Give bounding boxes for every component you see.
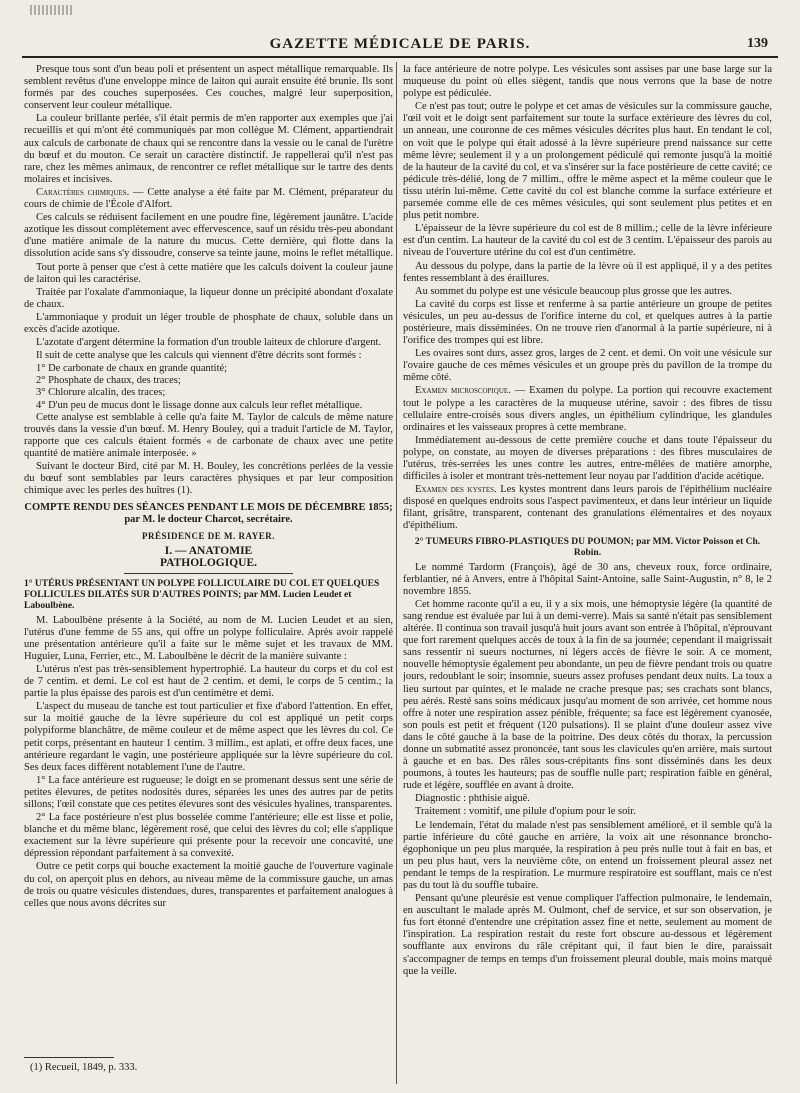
paragraph-text: Les kystes montrent dans leurs parois de l'épithélium nucléaire disposé en quelques endroits sous l'aspect pavimenteux, et dans leur intérieur un liquide filant, grisâtre, transparent, contenant des granulations élémentaires et des noyaux d'épithélium. [403, 484, 772, 532]
paragraph [403, 893, 772, 978]
paragraph [403, 562, 772, 598]
paragraph [24, 664, 393, 700]
paragraph-text: Les ovaires sont durs, assez gros, larges de 2 cent. et demi. On voit une vésicule sur l'ovaire gauche de ces mêmes vésicules et un groupe près du pavillon de la trompe du même côté. [403, 348, 772, 384]
paragraph-text: — Examen du polype. La portion qui recouvre exactement tout le polype a les caractères de la muqueuse utérine, savoir : des fibres de tissu cellulaire entre-croisés sous divers angles, un épithélium cylindrique, les glandules ordinaires et les vaisseaux propres à cette membrane. [403, 385, 772, 433]
paragraph-text: Le nommé Tardorm (François), âgé de 30 ans, cheveux roux, force ordinaire, ferblantier, né à Anvers, entre à l'hôpital Saint-Antoine, salle Saint-Augustin, n° 8, le 2 novembre 1855. [403, 561, 772, 597]
paragraph-text: L'utérus n'est pas très-sensiblement hypertrophié. La hauteur du corps et du col est de 7 centim. et demi. Le col est haut de 2 centim. et demi, le corps de 5 centim.; la partie la plus épaisse des parois est d'un centimètre et demi. [24, 663, 393, 700]
paragraph-text: Pensant qu'une pleurésie est venue compliquer l'affection pulmonaire, le lendemain, en auscultant le malade après M. Oulmont, chef de service, et sur son observation, je fus fort étonné d'entendre une crépitation assez fine et nette, seulement au moment de l'inspiration. La respiration restait du reste fort obscure au-dessous et légèrement soufflante aux environs du râle crépitant qui, il faut bien le dire, paraissait s'accompagner de temps en temps d'un froissement pleural double, mais moins marqué que la veille. [403, 893, 772, 977]
paragraph-text: Traitée par l'oxalate d'ammoniaque, la liqueur donne un précipité abondant d'oxalate de chaux. [24, 286, 393, 310]
paragraph [403, 348, 772, 384]
paragraph [24, 461, 393, 497]
paragraph [403, 435, 772, 483]
paragraph [24, 615, 393, 663]
page-number: 139 [747, 36, 768, 51]
paragraph-text: 1° De carbonate de chaux en grande quantité; [36, 363, 228, 375]
footnote: (1) Recueil, 1849, p. 333. [30, 1062, 138, 1073]
paragraph [24, 350, 393, 362]
paragraph-text: Ces calculs se réduisent facilement en une poudre fine, légèrement jaunâtre. L'acide azotique les dissout complétement avec effervescence, sauf un résidu très-peu abondant d'une matière animale de la nature du mucus. Cette dernière, qui flotte dans la dissolution acide sans s'y dissoudre, conserve sa teinte jaune, moins le reflet métallique. [24, 212, 393, 260]
paragraph-lead: Examen des kystes. [415, 484, 497, 496]
paragraph-text: Au dessous du polype, dans la partie de la lèvre où il est appliqué, il y a des petites fentes ressemblant à des éraillures. [403, 260, 772, 284]
paragraph [403, 286, 772, 298]
paragraph [24, 262, 393, 286]
paragraph-text: Presque tous sont d'un beau poli et présentent un aspect métallique remarquable. Ils semblent revêtus d'une enveloppe mince de laiton qui aurait ensuite été brunie. Ils sont formés par des couches superposées. Ces couches, malgré leur superposition, conservent leur couleur métallique. [24, 64, 393, 112]
paragraph [24, 337, 393, 349]
paragraph-text: La cavité du corps est lisse et renferme à sa partie antérieure un groupe de petites vésicules, un peu au-dessus de l'orifice interne du col, et quelques autres à la partie postérieure, mais disséminées. On ne trouve rien d'anormal à la partie supérieure, ni à l'orifice des trompes qui est libre. [403, 298, 772, 347]
paragraph [24, 412, 393, 460]
paragraph [403, 385, 772, 433]
paragraph-text: Immédiatement au-dessous de cette première couche et dans toute l'épaisseur du polype, on constate, au moyen de diverses préparations : des fibres musculaires de l'utérus, très-serrées les unes contre les autres, entre-mêlées de matière amorphe, difficiles à isoler et montrant très-nettement leur noyau par l'addition d'acide acétique. [403, 434, 772, 483]
paragraph [24, 812, 393, 860]
paragraph-text: la face antérieure de notre polype. Les vésicules sont assises par une base large sur la muqueuse du point où elles siègent, tandis que nous verrons que la base de notre polype est pédiculée. [403, 64, 772, 100]
paragraph-text: Traitement : vomitif, une pilule d'opium pour le soir. [415, 806, 636, 818]
paragraph [403, 64, 772, 100]
list-item [24, 375, 393, 387]
paragraph-text: La couleur brillante perlée, s'il était permis de m'en rapporter aux exemples que j'ai recueillis et qui m'ont été communiqués par mon collègue M. Clément, appartiendrait aux calculs de carbonate de chaux qui se rencontre dans la vessie ou le canal de l'urètre du bœuf et du mouton. Ce serait un caractère distinctif. Je rappellerai qu'il n'est pas rare, chez les mêmes animaux, de rencontrer ce reflet métallique sur le tartre des dents molaires et incisives. [24, 113, 393, 185]
paragraph [24, 775, 393, 811]
case-title [403, 537, 772, 559]
paragraph-text: L'aspect du museau de tanche est tout particulier et fixe d'abord l'attention. En effet, sur la moitié gauche de la lèvre supérieure du col est appliqué un petit corps polypiforme blanchâtre, de même couleur et de même aspect que les lèvres du col. Ce petit corps, présentant en hauteur 1 centim. 3 millim., est aplati, et offre deux faces, une antérieure regardant le vagin, une postérieure appliquée sur la lèvre supérieure du col. Ses deux faces diffèrent notablement l'une de l'autre. [24, 701, 393, 773]
subsection-heading [124, 545, 293, 573]
left-column [24, 64, 393, 1064]
presidency-heading [24, 530, 393, 542]
paragraph [24, 64, 393, 112]
list-item [24, 387, 393, 399]
paragraph [403, 101, 772, 222]
section-heading [24, 502, 393, 526]
paragraph-lead: Examen microscopique. [415, 385, 511, 397]
corner-ornament [30, 5, 74, 15]
paragraph-text: 1° UTÉRUS PRÉSENTANT UN POLYPE FOLLICULAIRE DU COL ET QUELQUES FOLLICULES DILATÉS SUR D'AUTRES POINTS; par MM. Lucien Leudet et Laboulbène. [24, 578, 380, 611]
paragraph-text: 2° TUMEURS FIBRO-PLASTIQUES DU POUMON; par MM. Victor Poisson et Ch. Robin. [414, 536, 761, 558]
paragraph-text: 3° Chlorure alcalin, des traces; [36, 387, 166, 399]
paragraph-text: Le lendemain, l'état du malade n'est pas sensiblement amélioré, et il semble qu'à la partie inférieure du côté gauche en arrière, la voix ait une résonnance broncho-égophonique un peu plus marquée, la respiration à peu près nulle tout à fait en bas, et un peu plus haut, vers la neuvième côte, on entend un froissement pleural assez net pendant le temps de la respiration. Le murmure respiratoire est soufflant, mais ce n'est pas du tout là du souffle tubaire. [403, 819, 772, 891]
paragraph-text: Cette analyse est semblable à celle qu'a faite M. Taylor de calculs de même nature trouvés dans la vessie d'un bœuf. M. Henry Bouley, qui a traduit l'article de M. Taylor, rapporte que ces calculs étaient formés « de carbonate de chaux avec une petite quantité de matière animale interposée. » [24, 411, 393, 459]
paragraph [403, 793, 772, 805]
paragraph [403, 820, 772, 893]
paragraph [24, 861, 393, 909]
paragraph-text: L'ammoniaque y produit un léger trouble de phosphate de chaux, soluble dans un excès d'acide azotique. [24, 311, 393, 335]
list-item [24, 363, 393, 375]
paragraph-text: — Cette analyse a été faite par M. Clément, préparateur du cours de chimie de l'École d'Alfort. [24, 186, 393, 211]
paragraph-text: Au sommet du polype est une vésicule beaucoup plus grosse que les autres. [415, 285, 732, 297]
paragraph-text: COMPTE RENDU DES SÉANCES PENDANT LE MOIS DE DÉCEMBRE 1855; par M. le docteur Charcot, secrétaire. [24, 502, 393, 526]
paragraph [24, 287, 393, 311]
paragraph-text: 2° Phosphate de chaux, des traces; [36, 375, 181, 387]
paragraph-text: I. — ANATOMIE PATHOLOGIQUE. [159, 545, 257, 570]
paragraph-text: PRÉSIDENCE DE M. RAYER. [142, 531, 275, 542]
paragraph [403, 223, 772, 259]
paragraph [24, 113, 393, 186]
paragraph-text: 4° D'un peu de mucus dont le lissage donne aux calculs leur reflet métallique. [36, 399, 363, 411]
journal-title: GAZETTE MÉDICALE DE PARIS. [269, 36, 531, 52]
paragraph-text: Outre ce petit corps qui bouche exactement la moitié gauche de l'ouverture vaginale du col, on aperçoit plus en dehors, au niveau même de la commissure gauche, un amas de trois ou quatre vésicules distendues, dures, transparentes et parfaitement analogues à celles que nous avons décrites sur [24, 861, 393, 909]
paragraph-lead: Caractères chimiques. [36, 186, 130, 198]
paragraph-text: Suivant le docteur Bird, cité par M. H. Bouley, les concrétions perlées de la vessie du bœuf sont semblables par leurs caractères physiques et par leur composition chimique avec les perles des huîtres (1). [24, 461, 393, 497]
paragraph-text: 2° La face postérieure n'est plus bosselée comme l'antérieure; elle est lisse et polie, blanche et du même blanc, légèrement rosé, que celui des lèvres du col; elle s'applique exactement sur la lèvre supérieure qui présente pour la recevoir une concavité, une dépression répondant parfaitement à sa convexité. [24, 812, 393, 860]
paragraph-text: L'azotate d'argent détermine la formation d'un trouble laiteux de chlorure d'argent. [36, 337, 382, 349]
paragraph-text: L'épaisseur de la lèvre supérieure du col est de 8 millim.; celle de la lèvre inférieure est d'un centim. La hauteur de la cavité du col est de 3 centim. L'épaisseur des parois au niveau de l'ouverture utérine du col est d'un centimètre. [403, 223, 772, 259]
column-divider [396, 62, 397, 1084]
right-column [403, 64, 772, 1084]
paragraph-text: Tout porte à penser que c'est à cette matière que les calculs doivent la couleur jaune de laiton qui les caractérise. [24, 261, 393, 285]
paragraph [403, 599, 772, 793]
paragraph-text: M. Laboulbène présente à la Société, au nom de M. Lucien Leudet et au sien, l'utérus d'une femme de 55 ans, qui offre un polype folliculaire. Après avoir rappelé une présentation antérieure qu'il a faite sur le même sujet et les travaux de MM. Huguier, Luna, Ferrier, etc., M. Laboulbène le décrit de la manière suivante : [24, 614, 393, 662]
paragraph [24, 187, 393, 211]
paragraph [403, 261, 772, 285]
paragraph [24, 701, 393, 774]
case-title [24, 579, 393, 612]
paragraph [24, 212, 393, 260]
paragraph [403, 806, 772, 818]
paragraph-text: 1° La face antérieure est rugueuse; le doigt en se promenant dessus sent une série de petites élevures, de petites nodosités dures, séparées les unes des autres par de petits sillons; l'œil constate que ces petites élevures sont des vésicules hyalines, transparentes. [24, 774, 393, 810]
header-rule [22, 56, 778, 58]
paragraph-text: Diagnostic : phthisie aiguë. [415, 793, 530, 805]
footnote-rule [24, 1057, 114, 1058]
paragraph-text: Ce n'est pas tout; outre le polype et cet amas de vésicules sur la commissure gauche, l'œil voit et le doigt sent parfaitement sur toute la surface extérieure des lèvres du col, un anneau, une couronne de ces mêmes vésicules décrites plus haut. En tendant le col, on voit que le polype qui était adossé à la lèvre supérieure prend naissance sur cette même lèvre; seulement il y a un prolongement pédiculé qui remonte jusqu'à la moitié de la hauteur de la cavité du col, et va s'insérer sur la face postérieure de cette cavité; ce pédicule très-délié, long de 7 millim., offre le même aspect et la même couleur que le tissu utérin lui-même. Cette cavité du col est blanche comme la surface extérieure et parsemée comme elle de ces mêmes vésicules, qui sont seulement plus petites et en plus petit nombre. [403, 101, 772, 222]
paragraph-text: Cet homme raconte qu'il a eu, il y a six mois, une hémoptysie légère (la quantité de sang rendue est évaluée par lui à un demi-verre). Mais sa santé n'était pas sensiblement altérée. Il continua son travail jusqu'à huit jours avant son entrée à l'hôpital, n'éprouvant que fort rarement quelques accès de toux à la fin de sa journée; cependant il maigrissait sans ressentir ni sueurs nocturnes, ni légers accès de fièvre le soir. A ce moment, nouvelle hémoptysie également peu abondante, un peu de fièvre pendant trois ou quatre jours, redoublant le soir; insomnie, sueurs assez profuses pendant deux nuits. La toux a lieu surtout par quintes, et le malade ne crache presque pas; ses crachats sont blancs, peu aérés. Resté sans soins médicaux jusqu'au moment de son arrivée, cet homme nous offre à noter une respiration assez pénible, fréquente; sa face est légèrement cyanosée, son pouls est petit et fréquent (120 pulsations). Il se plaint d'une douleur assez vive dans le côté gauche à la base de la poitrine. Des deux côtés du thorax, la percussion donne un submatité assez prononcée, tant sous les clavicules qu'en arrière, mais surtout à gauche et en bas. Des râles sous-crépitants fins sont disséminés dans les deux poumons, à toutes les hauteurs; pas de souffle nulle part; respiration faible en général, rude et légère, soufflée en avant à droite. [403, 598, 772, 792]
list-item [24, 400, 393, 412]
paragraph [403, 484, 772, 532]
paragraph [24, 312, 393, 336]
paragraph-text: Il suit de cette analyse que les calculs qui viennent d'être décrits sont formés : [36, 350, 362, 362]
paragraph [403, 299, 772, 347]
